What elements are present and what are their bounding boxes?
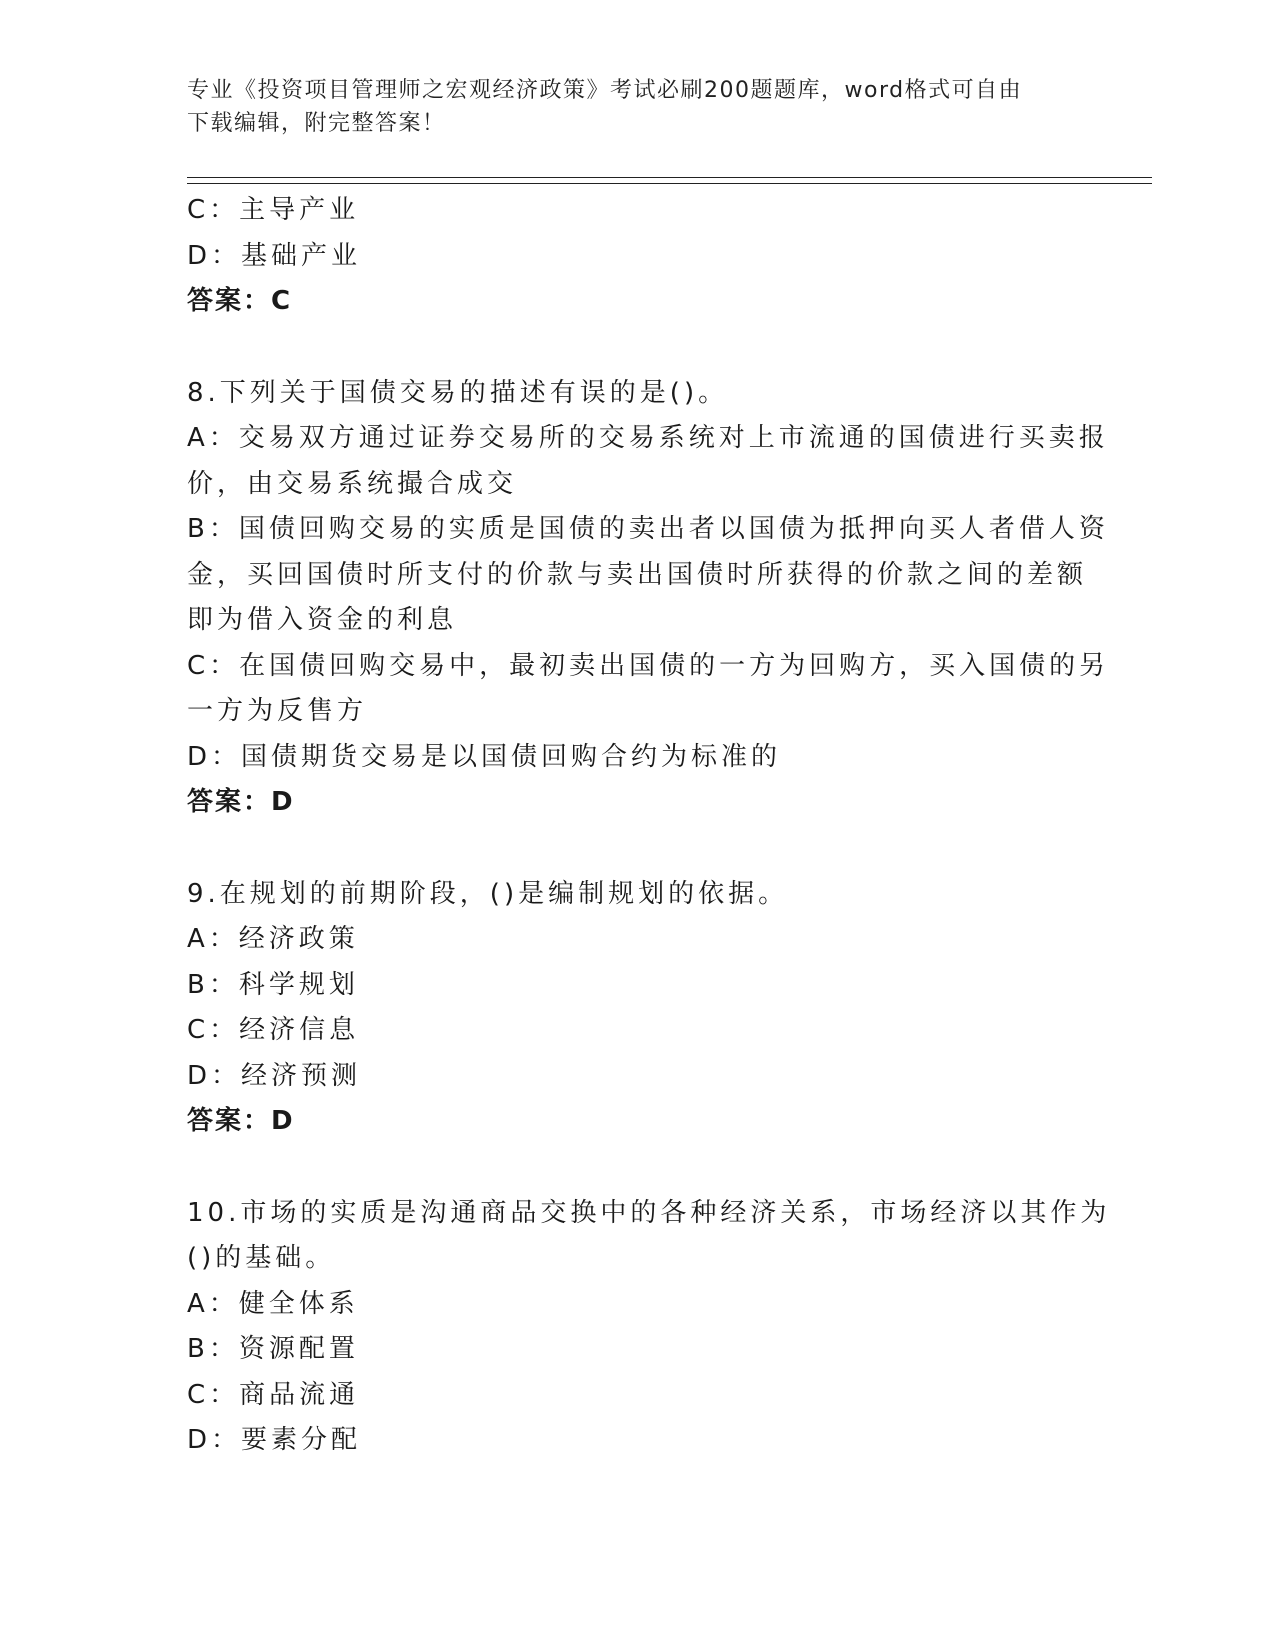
question-10 [187,1191,1111,1464]
q9-option-a: A：经济政策 [187,924,359,954]
q8-option-d: D：国债期货交易是以国债回购合约为标准的 [187,741,782,772]
header-line-2: 下载编辑，附完整答案！ [187,111,446,136]
q7-option-c: C：主导产业 [187,195,360,225]
q10-option-a: A：健全体系 [187,1288,359,1319]
header-line-1: 专业《投资项目管理师之宏观经济政策》考试必刷200题题库，word格式可自由 [187,78,1023,103]
q8-answer: 答案：D [187,787,295,817]
q8-option-b-line-1: B：国债回购交易的实质是国债的卖出者以国债为抵押向买人者借人资 [187,514,1109,544]
q10-question-line-1: 10.市场的实质是沟通商品交换中的各种经济关系，市场经济以其作为 [187,1197,1111,1228]
q9-option-d: D：经济预测 [187,1060,362,1091]
q10-question-line-2: ()的基础。 [187,1243,336,1273]
q10-option-b: B：资源配置 [187,1334,359,1364]
q8-option-a-line-2: 价，由交易系统撮合成交 [187,468,518,499]
q7-option-d: D：基础产业 [187,240,362,271]
q8-option-b-line-3: 即为借入资金的利息 [187,605,458,635]
spacer [187,826,1067,872]
question-9 [187,872,1067,1145]
document-body [187,188,1111,1464]
spacer [187,325,1067,371]
q8-option-c-line-2: 一方为反售方 [187,696,368,726]
question-7-tail [187,188,1067,325]
q8-option-a-line-1: A：交易双方通过证券交易所的交易系统对上市流通的国债进行买卖报 [187,423,1109,453]
q7-answer: 答案：C [187,286,293,316]
q10-option-d: D：要素分配 [187,1425,362,1455]
q9-question: 9.在规划的前期阶段，()是编制规划的依据。 [187,878,789,909]
spacer [187,1145,1067,1191]
document-header [187,74,1067,140]
question-8 [187,371,1110,826]
q9-option-c: C：经济信息 [187,1015,360,1045]
q8-option-c-line-1: C：在国债回购交易中，最初卖出国债的一方为回购方，买入国债的另 [187,650,1110,681]
q8-question: 8.下列关于国债交易的描述有误的是()。 [187,377,729,408]
q9-answer: 答案：D [187,1106,295,1136]
q10-option-c: C：商品流通 [187,1379,360,1410]
q9-option-b: B：科学规划 [187,969,359,1000]
q8-option-b-line-2: 金，买回国债时所支付的价款与卖出国债时所获得的价款之间的差额 [187,559,1088,590]
header-rule-bottom [187,183,1152,184]
header-rule-top [187,177,1152,178]
